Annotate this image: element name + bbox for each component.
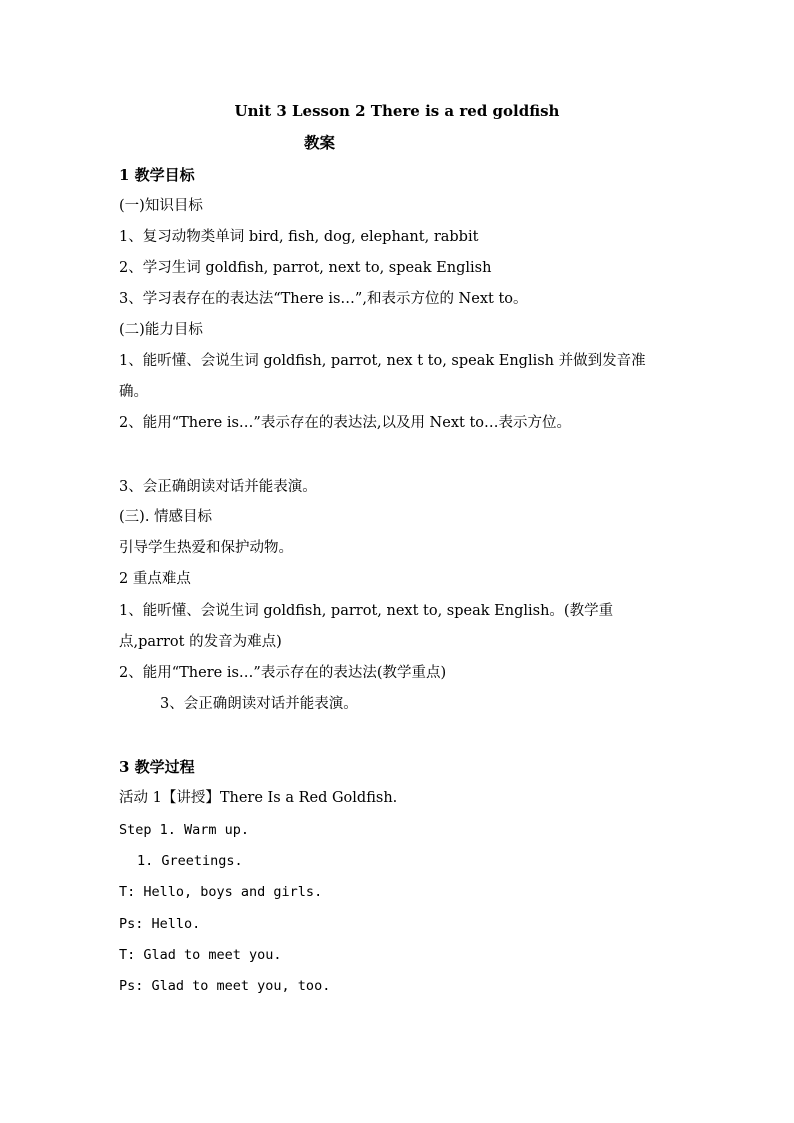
process-line: Ps: Hello. (119, 916, 201, 932)
document-title: Unit 3 Lesson 2 There is a red goldfish (234, 102, 560, 120)
key-point-item: 2、能用“There is…”表示存在的表达法(教学重点) (119, 665, 447, 681)
objective-item: 1、复习动物类单词 bird, fish, dog, elephant, rabbit (119, 229, 479, 245)
key-point-item: 3、会正确朗读对话并能表演。 (160, 696, 358, 712)
document-subtitle: 教案 (304, 133, 336, 152)
key-point-item-continued: 点,parrot 的发音为难点) (119, 634, 282, 650)
section-heading-key-points: 2 重点难点 (119, 571, 191, 587)
section-heading-process: 3 教学过程 (119, 758, 195, 776)
activity-title: 活动 1【讲授】There Is a Red Goldfish. (119, 790, 398, 806)
subheading-knowledge: (一)知识目标 (119, 198, 203, 214)
ability-item-continued: 确。 (119, 384, 148, 400)
section-heading-objectives: 1 教学目标 (119, 166, 195, 184)
ability-item: 1、能听懂、会说生词 goldfish, parrot, nex t to, speak English 并做到发音准 (119, 353, 646, 369)
emotion-item: 引导学生热爱和保护动物。 (119, 540, 293, 556)
process-line: Step 1. Warm up. (119, 822, 250, 838)
subheading-ability: (二)能力目标 (119, 322, 203, 338)
process-line: T: Glad to meet you. (119, 947, 282, 963)
process-line: Ps: Glad to meet you, too. (119, 978, 331, 994)
objective-item: 2、学习生词 goldfish, parrot, next to, speak English (119, 260, 492, 276)
process-line: 1. Greetings. (137, 853, 243, 869)
ability-item: 2、能用“There is…”表示存在的表达法,以及用 Next to…表示方位。 (119, 415, 571, 431)
objective-item: 3、学习表存在的表达法“There is…”,和表示方位的 Next to。 (119, 291, 528, 307)
key-point-item: 1、能听懂、会说生词 goldfish, parrot, next to, speak English。(教学重 (119, 603, 614, 619)
subheading-emotion: (三). 情感目标 (119, 509, 213, 525)
process-line: T: Hello, boys and girls. (119, 884, 323, 900)
ability-item: 3、会正确朗读对话并能表演。 (119, 479, 317, 495)
